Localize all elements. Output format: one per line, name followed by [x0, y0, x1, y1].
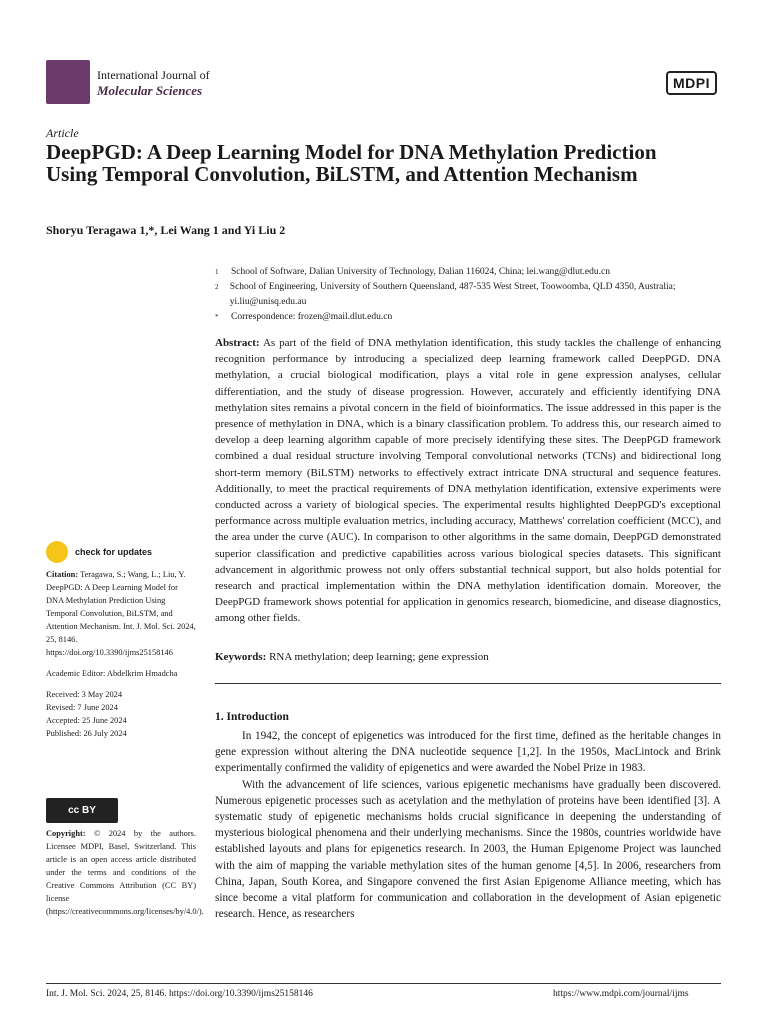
body-text — [215, 728, 721, 922]
affiliations — [215, 265, 715, 325]
journal-name-line2: Molecular Sciences — [97, 83, 203, 98]
affiliation-item: 2 School of Engineering, University of Southern Queensland, 487-535 West Street, Toowoomba, QLD 4350, Australia; yi.liu@unisq.edu.au — [215, 282, 676, 307]
check-icon — [46, 541, 68, 563]
article-type: Article — [46, 126, 79, 140]
paragraph: With the advancement of life sciences, various epigenetic mechanisms have gradually been discovered. Numerous epigenetic processes such as acetylation and the methylation of proteins have been identified [3]. A systematic study of epigenetic mechanisms holds crucial significance in deepening the understanding of mysterious biological phenomena and their underlying mechanisms. Since the 1980s, countries worldwide have established layouts and plans for epigenetics research. In 2003, the Human Epigenome Project was launched with the aim of mapping the variable methylation sites of the human genome [4,5]. In 2006, researchers from China, Japan, South Korea, and Singapore convened the first Asian Epigenome Alliance meeting, which has since become a vital platform for communication and collaboration in the development of Asian epigenetic research. Hence, as researchers — [215, 778, 721, 921]
footer-link[interactable]: https://www.mdpi.com/journal/ijms — [553, 989, 689, 999]
abstract-label: Abstract: — [215, 337, 260, 349]
date-published: Published: 26 July 2024 — [46, 729, 127, 738]
journal-name-line1: International Journal of — [97, 68, 210, 82]
citation: Citation: Teragawa, S.; Wang, L.; Liu, Y. DeepPGD: A Deep Learning Model for DNA Methylation Prediction Using Temporal Convolution, BiLSTM, and Attention Mechanism. Int. J. Mol. Sci. 2024, 25, 8146. https://doi.org/10.3390/ijms25158146 — [46, 570, 196, 657]
date-revised: Revised: 7 June 2024 — [46, 703, 118, 712]
date-accepted: Accepted: 25 June 2024 — [46, 716, 127, 725]
footer-citation: Int. J. Mol. Sci. 2024, 25, 8146. https://doi.org/10.3390/ijms25158146 — [46, 989, 313, 999]
article-authors: Shoryu Teragawa 1,*, Lei Wang 1 and Yi Liu 2 — [46, 223, 286, 237]
journal-logo — [46, 60, 90, 104]
article-title: DeepPGD: A Deep Learning Model for DNA Methylation Prediction Using Temporal Convolution, BiLSTM, and Attention Mechanism — [46, 140, 657, 186]
journal-name — [97, 68, 210, 98]
abstract — [215, 335, 721, 627]
keywords-label: Keywords: — [215, 651, 267, 663]
date-received: Received: 3 May 2024 — [46, 690, 123, 699]
affiliation-item: * Correspondence: frozen@mail.dlut.edu.cn — [215, 312, 393, 322]
divider — [215, 683, 721, 684]
section-title: 1. Introduction — [215, 711, 289, 723]
footer-divider — [46, 983, 721, 984]
affiliation-item: 1 School of Software, Dalian University of Technology, Dalian 116024, China; lei.wang@dlut.edu.cn — [215, 267, 610, 277]
publisher-logo: MDPI — [666, 71, 717, 95]
paragraph: In 1942, the concept of epigenetics was introduced for the first time, defined as the heritable changes in gene expression without altering the DNA nucleotide sequence [1,2]. In the 1950s, MacLintock and Brink experimentally confirmed the validity of epigenetics and were awarded the Nobel Prize in 1983. — [215, 730, 721, 775]
keywords-text: RNA methylation; deep learning; gene expression — [269, 651, 489, 663]
sidebar — [46, 568, 196, 740]
copyright: Copyright: © 2024 by the authors. Licensee MDPI, Basel, Switzerland. This article is an open access article distributed under the terms and conditions of the Creative Commons Attribution (CC BY) license (https://creativecommons.org/licenses/by/4.0/). — [46, 829, 204, 916]
check-updates-badge[interactable] — [46, 541, 152, 563]
cc-license-icon[interactable]: cc BY — [46, 798, 118, 823]
abstract-text: As part of the field of DNA methylation identification, this study tackles the challenge of enhancing recognition performance by introducing a specialized deep learning framework called DeepPGD. DNA methylation, a crucial biological modification, plays a vital role in gene expression analyses, cellular differentiation, and the study of disease progression. However, accurately and efficiently identifying DNA methylation sites remains a pivotal concern in the field of bioinformatics. The issue addressed in this paper is the presence of methylation in DNA, which is a binary classification problem. To address this, our research aimed to develop a deep learning algorithm capable of more precisely identifying these sites. The DeepPGD framework combined a dual residual structure involving Temporal convolutional networks (TCNs) and bidirectional long short-term memory (BiLSTM) networks to effectively extract intricate DNA structural and sequence features. Additionally, to meet the practical requirements of DNA methylation identification, extensive experiments were conducted across a variety of biological species. The experimental results highlighted DeepPGD's exceptional performance across multiple evaluation metrics, including accuracy, Matthews' correlation coefficient (MCC), and the area under the curve (AUC). In comparison to other algorithms in the same domain, DeepPGD demonstrated superior classification and predictive capabilities across various biological species datasets. This significant advancement in algorithmic prowess not only offers substantial technical support, but also holds potential for research and practical implementation within the DNA methylation identification domain. Moreover, the DeepPGD framework shows potential for application in genomics research, biomedicine, and disease diagnostics, among other fields. — [215, 337, 721, 625]
academic-editor: Academic Editor: Abdelkrim Hmadcha — [46, 669, 178, 678]
keywords — [215, 651, 721, 663]
check-updates-label: check for updates — [75, 547, 153, 557]
